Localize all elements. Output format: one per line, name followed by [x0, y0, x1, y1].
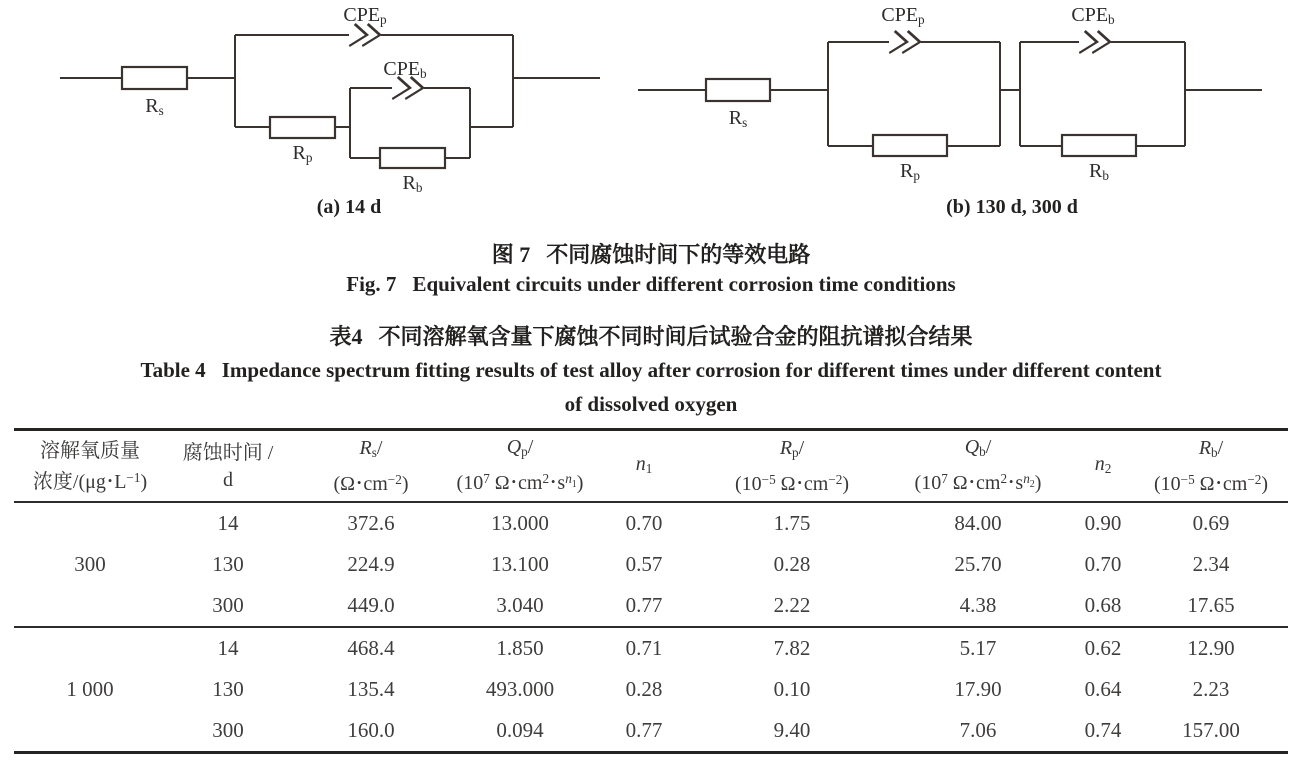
value-cell: 160.0 [347, 718, 395, 742]
value-cell: 0.57 [625, 552, 663, 576]
table-row [14, 669, 1288, 710]
value-cell: 0.90 [1084, 511, 1122, 535]
value-cell: 449.0 [347, 593, 395, 617]
value-cell: 0.64 [1084, 677, 1122, 701]
column-header-time: 腐蚀时间 / d [166, 430, 290, 503]
value-cell: 17.65 [1187, 593, 1235, 617]
results-table [14, 428, 1288, 754]
table-row [14, 627, 1288, 669]
value-cell: 14 [217, 511, 239, 535]
circuit-a-caption: (a) 14 d [316, 196, 382, 218]
value-cell: 0.74 [1084, 718, 1122, 742]
value-cell: 1.75 [773, 511, 811, 535]
value-cell: 0.28 [625, 677, 663, 701]
value-cell: 0.62 [1072, 627, 1134, 669]
table-caption-en-line2: of dissolved oxygen [564, 392, 738, 416]
value-cell: 300 [212, 718, 244, 742]
column-header-qp: Qp/ ($10^7$ Ω • $cm^2$ • $s^n1$) [452, 430, 588, 503]
table-number-zh: 表4 [329, 324, 363, 349]
value-cell: 0.69 [1192, 511, 1230, 535]
value-cell: 0.71 [588, 627, 700, 669]
rb-label-a: Rb [402, 172, 423, 195]
value-cell: 0.77 [625, 593, 663, 617]
column-header-n2: n2 [1072, 430, 1134, 503]
value-cell: 0.77 [625, 718, 663, 742]
table-title-en: Impedance spectrum fitting results of test alloy after corrosion for different times under different content [221, 358, 1162, 382]
header-row [14, 430, 1288, 503]
figure-title-zh: 不同腐蚀时间下的等效电路 [546, 242, 811, 267]
value-cell: 17.90 [954, 677, 1002, 701]
value-cell: 157.00 [1182, 718, 1240, 742]
value-cell: 4.38 [959, 593, 997, 617]
resistor-rp-box [873, 135, 947, 156]
table-number-en: Table 4 [140, 358, 206, 382]
rp-label-b: Rp [900, 160, 920, 183]
table-caption-zh [0, 320, 1302, 351]
value-cell: 2.22 [773, 593, 811, 617]
cpe-p-label-a: CPEp [343, 4, 387, 27]
value-cell: 0.70 [1084, 552, 1122, 576]
table-row [14, 544, 1288, 585]
figure-caption-en [0, 272, 1302, 297]
value-cell: 25.70 [954, 552, 1002, 576]
value-cell: 0.70 [625, 511, 663, 535]
value-cell: 0.28 [773, 552, 811, 576]
circuit-b-components [706, 79, 1136, 156]
column-header-qb: Qb/ ($10^7$ Ω • $cm^2$ • $s^n2$) [884, 430, 1072, 503]
table-row [14, 502, 1288, 544]
value-cell: 7.06 [959, 718, 997, 742]
circuit-b-caption: (b) 130 d, 300 d [946, 196, 1078, 218]
table-row [14, 585, 1288, 627]
rs-label-b: Rs [728, 107, 748, 130]
equivalent-circuits-figure [0, 0, 1302, 225]
resistor-rs-box [122, 67, 187, 89]
value-cell: 300 [212, 593, 244, 617]
resistor-rp-box [270, 117, 335, 138]
figure-number-en: Fig. 7 [346, 272, 397, 296]
value-cell: 3.040 [496, 593, 544, 617]
cpe-b-label-b: CPEb [1071, 4, 1115, 27]
rs-label-a: Rs [145, 95, 164, 118]
value-cell: 224.9 [347, 552, 395, 576]
column-header-n1: n1 [588, 430, 700, 503]
resistor-rs-box [706, 79, 770, 101]
table-title-zh: 不同溶解氧含量下腐蚀不同时间后试验合金的阻抗谱拟合结果 [378, 324, 973, 349]
rb-label-b: Rb [1089, 160, 1109, 183]
value-cell: 12.90 [1134, 627, 1288, 669]
table-caption-en-line1 [0, 358, 1302, 383]
figure-title-en: Equivalent circuits under different corrosion time conditions [412, 272, 956, 296]
value-cell: 372.6 [347, 511, 395, 535]
value-cell: 14 [166, 627, 290, 669]
cpe-p-symbol-b [889, 31, 922, 53]
value-cell: 130 [212, 552, 244, 576]
value-cell: 130 [212, 677, 244, 701]
rp-label-a: Rp [292, 142, 313, 165]
concentration-cell: 300 [74, 552, 106, 576]
column-header-rp: Rp/ ($10^{-5}$ Ω • $cm^{-2}$) [700, 430, 884, 503]
value-cell: 2.23 [1192, 677, 1230, 701]
value-cell: 468.4 [290, 627, 452, 669]
resistor-rb-box [1062, 135, 1136, 156]
value-cell: 1.850 [452, 627, 588, 669]
value-cell: 0.68 [1084, 593, 1122, 617]
value-cell: 2.34 [1192, 552, 1230, 576]
value-cell: 135.4 [347, 677, 395, 701]
table-row [14, 710, 1288, 753]
column-header-rb: Rb/ ($10^{-5}$ Ω • $cm^{-2}$) [1134, 430, 1288, 503]
value-cell: 13.000 [491, 511, 549, 535]
cpe-p-label-b: CPEp [881, 4, 925, 27]
value-cell: 84.00 [954, 511, 1002, 535]
value-cell: 0.094 [496, 718, 544, 742]
value-cell: 7.82 [700, 627, 884, 669]
column-header-rs: Rs/ (Ω • $cm^{-2}$) [290, 430, 452, 503]
value-cell: 493.000 [485, 677, 555, 701]
column-header-concentration: 溶解氧质量 浓度/(μg • $L^{-1}$) [14, 430, 166, 503]
cpe-b-symbol-b [1079, 31, 1112, 53]
value-cell: 9.40 [773, 718, 811, 742]
cpe-b-label-a: CPEb [383, 58, 427, 81]
value-cell: 5.17 [884, 627, 1072, 669]
figure-number-zh: 图 7 [491, 242, 531, 267]
figure-caption-zh [0, 238, 1302, 269]
value-cell: 13.100 [491, 552, 549, 576]
resistor-rb-box [380, 148, 445, 168]
value-cell: 0.10 [773, 677, 811, 701]
concentration-cell: 1 000 [14, 627, 166, 753]
